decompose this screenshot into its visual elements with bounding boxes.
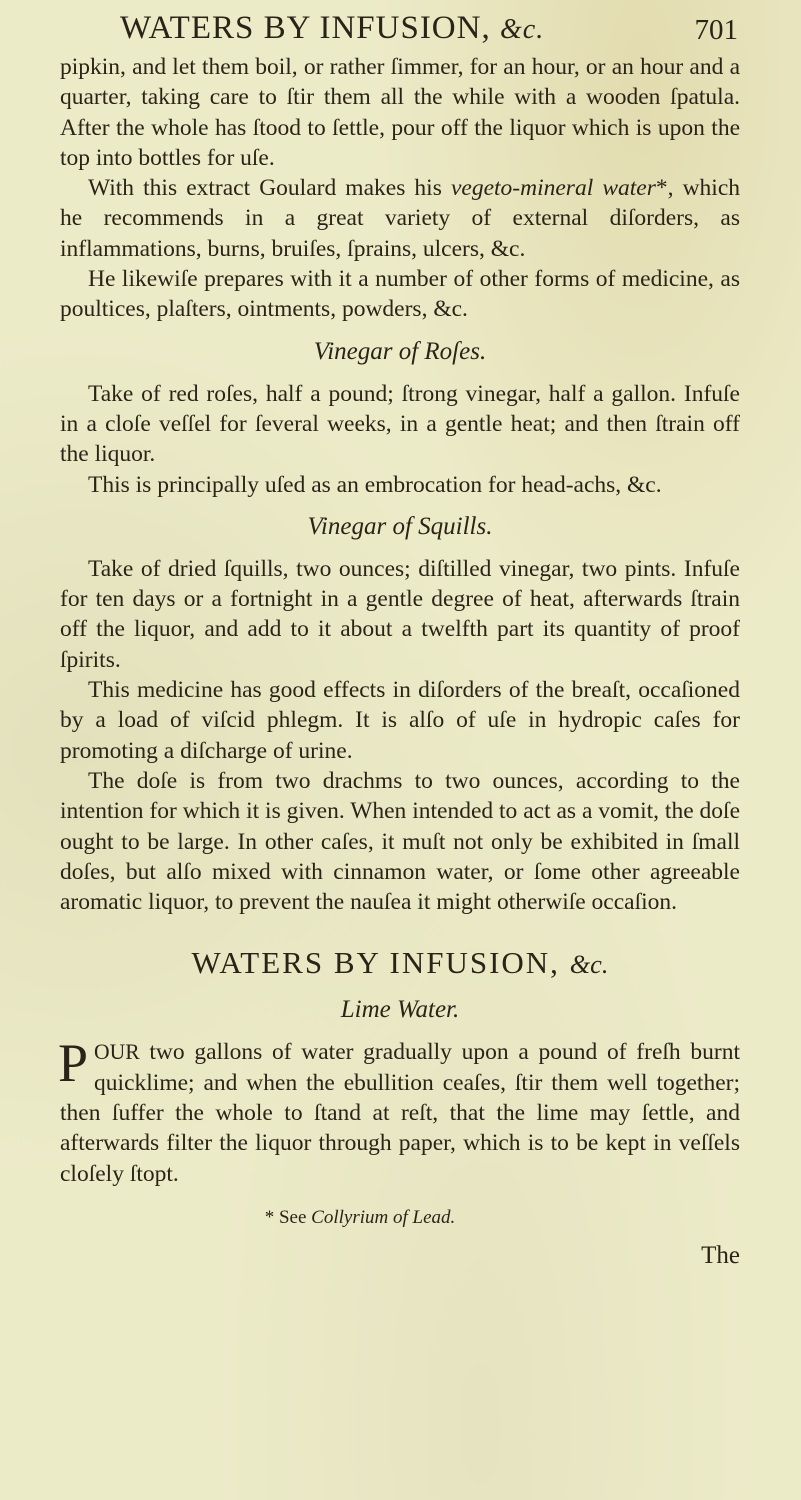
footnote-mark: * <box>655 175 668 202</box>
paragraph-squills-effects: This medicine has good effects in diſorders of the breaſt, occaſioned by a load of viſcid phlegm. It is alſo of uſe in hydropic caſes for promoting a diſcharge of urine. <box>60 677 740 764</box>
paragraph-goulard <box>60 173 740 264</box>
heading-vinegar-of-squills: Vinegar of Squills. <box>307 512 493 540</box>
running-title-etc: &c. <box>499 14 545 45</box>
paragraph-other-forms: He likewiſe prepares with it a number of other forms of medicine, as poultices, plaſters, ointments, powders, &c. <box>60 266 740 323</box>
section-title-text: WATERS BY INFUSION, <box>191 945 560 981</box>
vegeto-mineral-water-term: vegeto-mineral water <box>450 175 656 202</box>
paragraph-roses-recipe: Take of red roſes, half a pound; ſtrong vinegar, half a gallon. Infuſe in a cloſe veſſel for ſeveral weeks, in a gentle heat; and then ſtrain off the liquor. <box>60 380 740 468</box>
lime-water-text: two gallons of water gradually upon a pound of freſh burnt quicklime; and when the ebullition ceaſes, ſtir them well together; then ſuffer the whole to ſtand at reſt, that the lime may ſettle, and afterwards filter the liquor through paper, which is to be kept in veſſels cloſely ſtopt. <box>60 1039 740 1187</box>
body-text <box>60 52 740 1272</box>
running-head <box>60 6 740 56</box>
paragraph-continuation: pipkin, and let them boil, or rather ſimmer, for an hour, or an hour and a quarter, taking care to ſtir them all the while with a wooden ſpatula. After the whole has ſtood to ſettle, pour off the liquor which is upon the top into bottles for uſe. <box>60 54 740 171</box>
footnote-reference: Collyrium of Lead. <box>311 1206 456 1228</box>
running-title <box>120 10 544 47</box>
paragraph-squills-dose: The doſe is from two drachms to two ounces, according to the intention for which it is given. When intended to act as a vomit, the doſe ought to be large. In other caſes, it muſt not only be exhibited in ſmall doſes, but alſo mixed with cinnamon water, or ſome other agreeable aromatic liquor, to prevent the nauſea it might otherwiſe occaſion. <box>60 767 740 916</box>
footnote-text: See <box>278 1206 307 1228</box>
footnote <box>60 1203 740 1233</box>
running-title-text: WATERS BY INFUSION, <box>120 10 491 46</box>
goulard-text-after: , which he recommends in a great variety of external diſorders, as inflammations, burns, bruiſes, ſprains, ulcers, &c. <box>60 175 740 262</box>
heading-lime-water: Lime Water. <box>340 996 460 1024</box>
goulard-text-before: With this extract Goulard makes his <box>88 175 442 202</box>
paragraph-squills-recipe: Take of dried ſquills, two ounces; diſtilled vinegar, two pints. Infuſe for ten days or a fortnight in a gentle degree of heat, afterwards ſtrain off the liquor, and add to it about a twelfth part its quantity of proof ſpirits. <box>60 555 740 673</box>
paragraph-roses-use: This is principally uſed as an embrocation for head-achs, &c. <box>88 471 662 498</box>
section-title-etc: &c. <box>569 950 609 980</box>
catchword: The <box>701 1242 740 1270</box>
footnote-asterisk: * <box>264 1206 275 1228</box>
section-title-waters-by-infusion <box>60 945 740 983</box>
heading-vinegar-of-roses: Vinegar of Roſes. <box>313 337 487 365</box>
drop-cap: P <box>58 1033 89 1094</box>
page-number: 701 <box>694 14 738 46</box>
paragraph-lime-water <box>58 1033 740 1188</box>
lead-caps: OUR <box>94 1040 140 1065</box>
